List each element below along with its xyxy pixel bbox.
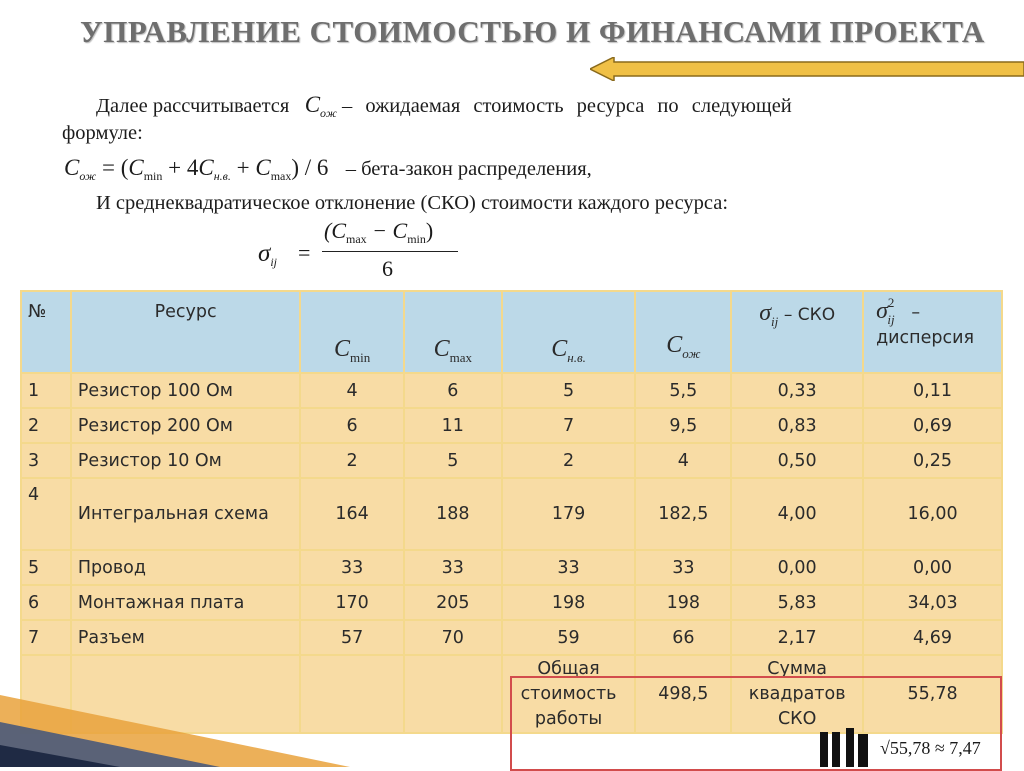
row-num: 3 xyxy=(21,443,71,478)
sko-sigma xyxy=(258,240,277,270)
row-coj: 66 xyxy=(635,620,731,655)
sko-num-min-sub: min xyxy=(407,232,426,246)
row-num: 7 xyxy=(21,620,71,655)
summary-empty-cmax xyxy=(404,655,502,733)
formula-cmax: C xyxy=(255,155,271,180)
row-resource: Провод xyxy=(71,550,300,585)
formula-beta xyxy=(64,155,592,184)
header-cnv-sub: н.в. xyxy=(567,350,586,365)
header-cmax-sub: max xyxy=(449,350,472,365)
row-disp: 0,69 xyxy=(863,408,1002,443)
row-cmax: 205 xyxy=(404,585,502,620)
sqrt-note: √55,78 ≈ 7,47 xyxy=(880,738,981,758)
row-resource: Монтажная плата xyxy=(71,585,300,620)
row-cmin: 2 xyxy=(300,443,404,478)
row-sko: 0,00 xyxy=(731,550,863,585)
row-coj: 33 xyxy=(635,550,731,585)
row-resource: Резистор 200 Ом xyxy=(71,408,300,443)
sko-sigma-base: σ xyxy=(258,240,271,267)
row-cnv: 59 xyxy=(502,620,636,655)
row-resource: Резистор 10 Ом xyxy=(71,443,300,478)
header-cnv xyxy=(502,291,636,373)
header-disp-label: дисперсия xyxy=(876,328,975,348)
row-cnv: 7 xyxy=(502,408,636,443)
summary-sum-label: Сумма квадратов СКО xyxy=(731,655,863,733)
formula-lhs-sub: ож xyxy=(79,169,97,183)
row-coj: 9,5 xyxy=(635,408,731,443)
arrow-left-icon xyxy=(590,57,1024,81)
row-disp: 0,00 xyxy=(863,550,1002,585)
row-cnv: 5 xyxy=(502,373,636,408)
sko-fraction-bar xyxy=(322,251,458,252)
header-coj-sub: ож xyxy=(682,346,701,361)
sko-num-max-sub: max xyxy=(346,232,367,246)
row-resource: Разъем xyxy=(71,620,300,655)
header-sko-sub: ij xyxy=(771,314,779,329)
row-num: 6 xyxy=(21,585,71,620)
row-cmin: 57 xyxy=(300,620,404,655)
header-cmin xyxy=(300,291,404,373)
row-cnv: 198 xyxy=(502,585,636,620)
header-sko xyxy=(731,291,863,373)
sko-num-cmin: − C xyxy=(366,218,408,243)
row-cmin: 170 xyxy=(300,585,404,620)
row-sko: 0,83 xyxy=(731,408,863,443)
header-cmax-base: C xyxy=(433,336,450,362)
paragraph-1-prefix: Далее рассчитывается xyxy=(96,95,290,117)
row-coj: 4 xyxy=(635,443,731,478)
row-cmin: 6 xyxy=(300,408,404,443)
sko-equals: = xyxy=(298,240,311,265)
row-resource: Интегральная схема xyxy=(71,478,300,550)
paragraph-2: И среднеквадратическое отклонение (СКО) стоимости каждого ресурса: xyxy=(96,192,729,214)
slide-title: УПРАВЛЕНИЕ СТОИМОСТЬЮ И ФИНАНСАМИ ПРОЕКТА xyxy=(80,14,985,49)
formula-plus: + xyxy=(230,155,256,180)
row-cmax: 11 xyxy=(404,408,502,443)
row-coj: 5,5 xyxy=(635,373,731,408)
row-cnv: 33 xyxy=(502,550,636,585)
paragraph-1 xyxy=(96,92,792,121)
coj-symbol-sub: ож xyxy=(320,106,337,120)
formula-close-div: ) / 6 xyxy=(291,155,329,180)
row-disp: 0,11 xyxy=(863,373,1002,408)
formula-min-sub: min xyxy=(143,169,163,183)
header-coj xyxy=(635,291,731,373)
row-disp: 4,69 xyxy=(863,620,1002,655)
row-cmin: 33 xyxy=(300,550,404,585)
table-row xyxy=(21,620,1002,655)
summary-sum-value: 55,78 xyxy=(863,655,1002,733)
logo-mark xyxy=(818,722,870,767)
coj-symbol xyxy=(304,92,337,120)
row-sko: 4,00 xyxy=(731,478,863,550)
row-cnv: 2 xyxy=(502,443,636,478)
row-disp: 0,25 xyxy=(863,443,1002,478)
row-coj: 198 xyxy=(635,585,731,620)
sko-num-close: ) xyxy=(425,218,434,243)
table-header-row xyxy=(21,291,1002,373)
header-num: № xyxy=(21,291,71,373)
row-cnv: 179 xyxy=(502,478,636,550)
header-cnv-base: C xyxy=(551,336,568,362)
formula-cnv: C xyxy=(198,155,214,180)
formula-eq-open: = ( xyxy=(96,155,129,180)
header-coj-base: C xyxy=(666,332,683,358)
sko-sigma-sub: ij xyxy=(270,255,278,269)
row-cmin: 4 xyxy=(300,373,404,408)
sko-num-cmax: (C xyxy=(324,218,346,243)
summary-total-label: Общая стоимость работы xyxy=(502,655,636,733)
sko-formula xyxy=(258,218,468,284)
row-num: 5 xyxy=(21,550,71,585)
row-sko: 5,83 xyxy=(731,585,863,620)
row-cmax: 6 xyxy=(404,373,502,408)
formula-nv-sub: н.в. xyxy=(213,169,231,183)
table-row xyxy=(21,443,1002,478)
table-row xyxy=(21,373,1002,408)
header-sko-sigma: σ xyxy=(759,300,772,326)
formula-lhs: C xyxy=(64,155,80,180)
row-num: 2 xyxy=(21,408,71,443)
row-resource: Резистор 100 Ом xyxy=(71,373,300,408)
header-disp-sup: 2 xyxy=(887,295,895,310)
row-sko: 0,50 xyxy=(731,443,863,478)
row-cmin: 164 xyxy=(300,478,404,550)
row-cmax: 70 xyxy=(404,620,502,655)
header-cmax xyxy=(404,291,502,373)
paragraph-1-line2: формуле: xyxy=(62,122,143,144)
formula-cmin: C xyxy=(128,155,144,180)
row-disp: 34,03 xyxy=(863,585,1002,620)
row-cmax: 188 xyxy=(404,478,502,550)
row-num: 4 xyxy=(21,478,71,550)
row-sko: 2,17 xyxy=(731,620,863,655)
table-row xyxy=(21,585,1002,620)
row-disp: 16,00 xyxy=(863,478,1002,550)
formula-plus-four: + 4 xyxy=(162,155,199,180)
row-coj: 182,5 xyxy=(635,478,731,550)
coj-symbol-base: C xyxy=(304,92,321,117)
header-disp-dash: – xyxy=(911,303,921,323)
paragraph-1-suffix: – ожидаемая стоимость ресурса по следующей xyxy=(342,95,792,117)
table-row xyxy=(21,408,1002,443)
row-sko: 0,33 xyxy=(731,373,863,408)
table-row xyxy=(21,478,1002,550)
header-disp-sub: ij xyxy=(887,312,895,327)
table-row xyxy=(21,550,1002,585)
corner-decoration xyxy=(0,667,360,767)
formula-description: – бета-закон распределения, xyxy=(345,158,592,180)
row-cmax: 33 xyxy=(404,550,502,585)
sko-denominator: 6 xyxy=(382,256,393,281)
header-sko-label: – СКО xyxy=(783,305,836,325)
summary-total-value: 498,5 xyxy=(635,655,731,733)
header-resource: Ресурс xyxy=(71,291,300,373)
sko-numerator xyxy=(324,218,433,247)
header-disp-sigma: σ xyxy=(876,298,888,324)
formula-max-sub: max xyxy=(270,169,292,183)
header-cmin-sub: min xyxy=(350,350,371,365)
header-cmin-base: C xyxy=(333,336,350,362)
row-cmax: 5 xyxy=(404,443,502,478)
row-num: 1 xyxy=(21,373,71,408)
header-disp xyxy=(863,291,1002,373)
